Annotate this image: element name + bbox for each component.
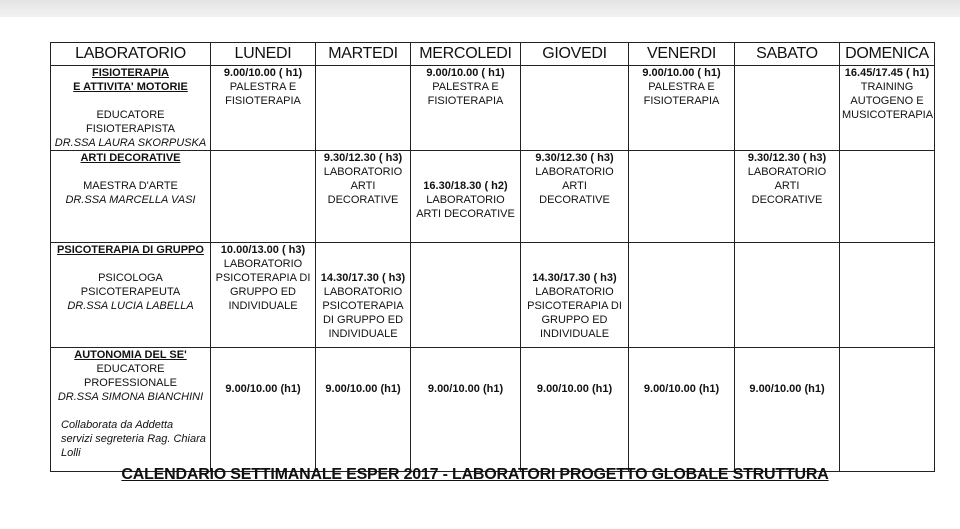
table-row xyxy=(51,348,935,472)
header-lunedi: LUNEDI xyxy=(211,43,316,66)
slot-text: INDIVIDUALE xyxy=(228,300,298,312)
slot-text: GRUPPO ED xyxy=(541,314,608,326)
slot-domenica xyxy=(840,151,935,243)
slot-text: PALESTRA E xyxy=(648,81,715,93)
lab-title: AUTONOMIA DEL SE' xyxy=(74,349,187,361)
slot-text: PSICOTERAPIA DI xyxy=(215,272,311,284)
note-line: Collaborata da Addetta xyxy=(61,419,174,431)
slot-time: 14.30/17.30 ( h3) xyxy=(532,272,617,284)
header-venerdi: VENERDI xyxy=(629,43,735,66)
slot-time: 9.00/10.00 ( h1) xyxy=(642,67,721,79)
slot-text: PALESTRA E xyxy=(229,81,297,93)
lab-title: ARTI DECORATIVE xyxy=(80,152,181,164)
header-sabato: SABATO xyxy=(735,43,840,66)
lab-person: DR.SSA MARCELLA VASI xyxy=(65,194,196,206)
slot-time: 9.00/10.00 ( h1) xyxy=(426,67,505,79)
slot-text: GRUPPO ED xyxy=(229,286,296,298)
header-laboratorio: LABORATORIO xyxy=(51,43,211,66)
slot-lunedi xyxy=(211,348,316,472)
slot-venerdi xyxy=(629,66,735,151)
slot-lunedi xyxy=(211,243,316,348)
lab-person: DR.SSA SIMONA BIANCHINI xyxy=(57,391,204,403)
slot-time: 9.30/12.30 ( h3) xyxy=(535,152,614,164)
table-row xyxy=(51,243,935,348)
header-mercoledi: MERCOLEDI xyxy=(411,43,521,66)
slot-time: 9.00/10.00 (h1) xyxy=(643,383,720,395)
slot-domenica xyxy=(840,66,935,151)
slot-text: ARTI xyxy=(562,180,587,192)
slot-text: FISIOTERAPIA xyxy=(643,95,720,107)
slot-text: DECORATIVE xyxy=(751,194,823,206)
slot-time: 9.30/12.30 ( h3) xyxy=(323,152,403,164)
lab-role: EDUCATORE FISIOTERAPISTA xyxy=(85,109,176,135)
slot-sabato xyxy=(735,243,840,348)
slot-domenica xyxy=(840,348,935,472)
slot-martedi xyxy=(316,348,411,472)
slot-venerdi xyxy=(629,243,735,348)
slot-text: LABORATORIO xyxy=(535,286,614,298)
slot-mercoledi xyxy=(411,66,521,151)
slot-text: FISIOTERAPIA xyxy=(427,95,504,107)
slot-text: ARTI DECORATIVE xyxy=(416,208,515,220)
slot-text: TRAINING xyxy=(860,81,914,93)
slot-time: 9.00/10.00 (h1) xyxy=(225,383,301,395)
slot-text: LABORATORIO xyxy=(747,166,827,178)
slot-text: ARTI xyxy=(350,180,376,192)
slot-mercoledi xyxy=(411,348,521,472)
table-row xyxy=(51,151,935,243)
slot-text: PALESTRA E xyxy=(432,81,499,93)
slot-lunedi xyxy=(211,66,316,151)
table-row xyxy=(51,66,935,151)
slot-text: LABORATORIO xyxy=(426,194,505,206)
header-martedi: MARTEDI xyxy=(316,43,411,66)
slot-text: AUTOGENO E xyxy=(850,95,924,107)
lab-role: PSICOLOGA xyxy=(98,272,163,284)
slot-giovedi xyxy=(521,243,629,348)
slot-text: MUSICOTERAPIA xyxy=(842,109,934,121)
lab-cell-psicoterapia xyxy=(51,243,211,348)
slot-text: INDIVIDUALE xyxy=(539,328,610,340)
lab-role: PSICOTERAPEUTA xyxy=(80,286,181,298)
lab-person: DR.SSA LAURA SKORPUSKA xyxy=(54,137,207,149)
lab-role: PROFESSIONALE xyxy=(84,377,177,389)
slot-venerdi xyxy=(629,348,735,472)
lab-title: PSICOTERAPIA DI GRUPPO xyxy=(57,244,204,256)
slot-time: 9.00/10.00 ( h1) xyxy=(223,67,303,79)
header-row xyxy=(51,43,935,66)
lab-cell-autonomia xyxy=(51,348,211,472)
slot-text: DI GRUPPO ED xyxy=(322,314,404,326)
slot-sabato xyxy=(735,151,840,243)
lab-cell-fisioterapia xyxy=(51,66,211,151)
note-line: servizi segreteria Rag. Chiara xyxy=(61,433,206,445)
slot-time: 14.30/17.30 ( h3) xyxy=(320,272,406,284)
slot-text: LABORATORIO xyxy=(535,166,614,178)
slot-time: 9.00/10.00 (h1) xyxy=(325,383,401,395)
lab-title: E ATTIVITA' MOTORIE xyxy=(73,81,188,93)
weekly-schedule-table xyxy=(50,42,935,472)
lab-role: MAESTRA D'ARTE xyxy=(83,180,178,192)
schedule-caption: CALENDARIO SETTIMANALE ESPER 2017 - LABORATORI PROGETTO GLOBALE STRUTTURA xyxy=(121,466,829,483)
header-giovedi: GIOVEDI xyxy=(521,43,629,66)
lab-cell-arti-decorative xyxy=(51,151,211,243)
slot-giovedi xyxy=(521,348,629,472)
note-line: Lolli xyxy=(61,447,81,459)
slot-time: 16.45/17.45 ( h1) xyxy=(844,67,930,79)
slot-time: 9.30/12.30 ( h3) xyxy=(747,152,827,164)
slot-time: 10.00/13.00 ( h3) xyxy=(220,244,306,256)
slot-text: ARTI xyxy=(774,180,800,192)
slot-martedi xyxy=(316,151,411,243)
slot-text: LABORATORIO xyxy=(223,258,303,270)
slot-text: INDIVIDUALE xyxy=(328,328,398,340)
lab-person: DR.SSA LUCIA LABELLA xyxy=(67,300,194,312)
top-bar xyxy=(0,0,960,17)
slot-domenica xyxy=(840,243,935,348)
slot-martedi xyxy=(316,243,411,348)
slot-text: DECORATIVE xyxy=(327,194,399,206)
slot-text: PSICOTERAPIA xyxy=(322,300,404,312)
slot-time: 9.00/10.00 (h1) xyxy=(427,383,504,395)
slot-time: 9.00/10.00 (h1) xyxy=(749,383,825,395)
slot-martedi xyxy=(316,66,411,151)
slot-giovedi xyxy=(521,151,629,243)
lab-title: FISIOTERAPIA xyxy=(91,67,169,79)
slot-giovedi xyxy=(521,66,629,151)
lab-role: EDUCATORE xyxy=(96,363,165,375)
slot-text: LABORATORIO xyxy=(323,166,403,178)
slot-lunedi xyxy=(211,151,316,243)
header-domenica: DOMENICA xyxy=(840,43,935,66)
slot-venerdi xyxy=(629,151,735,243)
slot-text: PSICOTERAPIA DI xyxy=(527,300,622,312)
slot-text: DECORATIVE xyxy=(539,194,610,206)
slot-sabato xyxy=(735,348,840,472)
slot-time: 16.30/18.30 ( h2) xyxy=(423,180,508,192)
slot-mercoledi xyxy=(411,151,521,243)
slot-time: 9.00/10.00 (h1) xyxy=(536,383,613,395)
slot-text: LABORATORIO xyxy=(323,286,403,298)
slot-text: FISIOTERAPIA xyxy=(225,95,301,107)
slot-sabato xyxy=(735,66,840,151)
slot-mercoledi xyxy=(411,243,521,348)
